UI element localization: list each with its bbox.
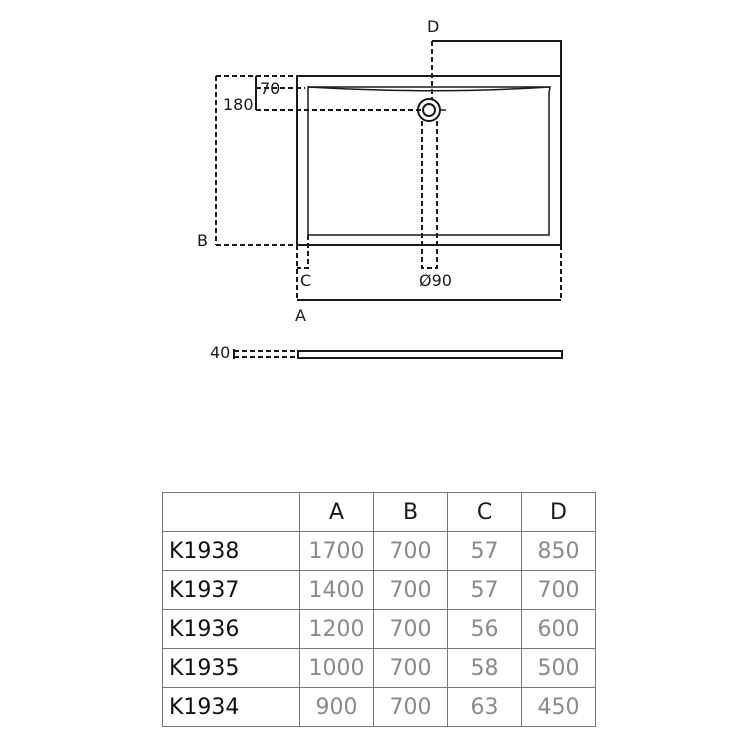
label-180: 180 xyxy=(223,95,254,114)
table-row xyxy=(163,610,596,649)
cell-a: 1400 xyxy=(300,571,374,610)
cell-b: 700 xyxy=(374,532,448,571)
cell-a: 1200 xyxy=(300,610,374,649)
cell-d: 500 xyxy=(522,649,596,688)
cell-a: 900 xyxy=(300,688,374,727)
cell-d: 700 xyxy=(522,571,596,610)
label-drain: Ø90 xyxy=(419,271,452,290)
label-40: 40 xyxy=(210,343,231,362)
label-c: C xyxy=(300,271,312,290)
header-b: B xyxy=(374,493,448,532)
cell-a: 1700 xyxy=(300,532,374,571)
cell-a: 1000 xyxy=(300,649,374,688)
cell-c: 57 xyxy=(448,571,522,610)
cell-model: K1936 xyxy=(163,610,300,649)
header-model xyxy=(163,493,300,532)
drain-outer xyxy=(418,99,440,121)
tray-outline xyxy=(297,76,561,245)
cell-c: 56 xyxy=(448,610,522,649)
header-d: D xyxy=(522,493,596,532)
label-d: D xyxy=(427,17,440,36)
dim-c-inner xyxy=(297,235,308,268)
table-row xyxy=(163,688,596,727)
cell-d: 600 xyxy=(522,610,596,649)
table-row xyxy=(163,532,596,571)
cell-model: K1938 xyxy=(163,532,300,571)
cell-b: 700 xyxy=(374,688,448,727)
label-70: 70 xyxy=(260,79,281,98)
label-a: A xyxy=(295,306,306,325)
table-row xyxy=(163,649,596,688)
tray-profile xyxy=(298,351,562,358)
cell-b: 700 xyxy=(374,649,448,688)
cell-model: K1934 xyxy=(163,688,300,727)
table-row xyxy=(163,571,596,610)
cell-model: K1935 xyxy=(163,649,300,688)
header-c: C xyxy=(448,493,522,532)
table-header-row xyxy=(163,493,596,532)
cell-d: 850 xyxy=(522,532,596,571)
cell-d: 450 xyxy=(522,688,596,727)
cell-c: 58 xyxy=(448,649,522,688)
cell-model: K1937 xyxy=(163,571,300,610)
dim-d-line xyxy=(432,41,561,76)
cell-b: 700 xyxy=(374,571,448,610)
cell-b: 700 xyxy=(374,610,448,649)
dimension-table xyxy=(162,492,596,727)
header-a: A xyxy=(300,493,374,532)
label-b: B xyxy=(197,231,208,250)
drain-inner xyxy=(423,104,435,116)
cell-c: 57 xyxy=(448,532,522,571)
cell-c: 63 xyxy=(448,688,522,727)
